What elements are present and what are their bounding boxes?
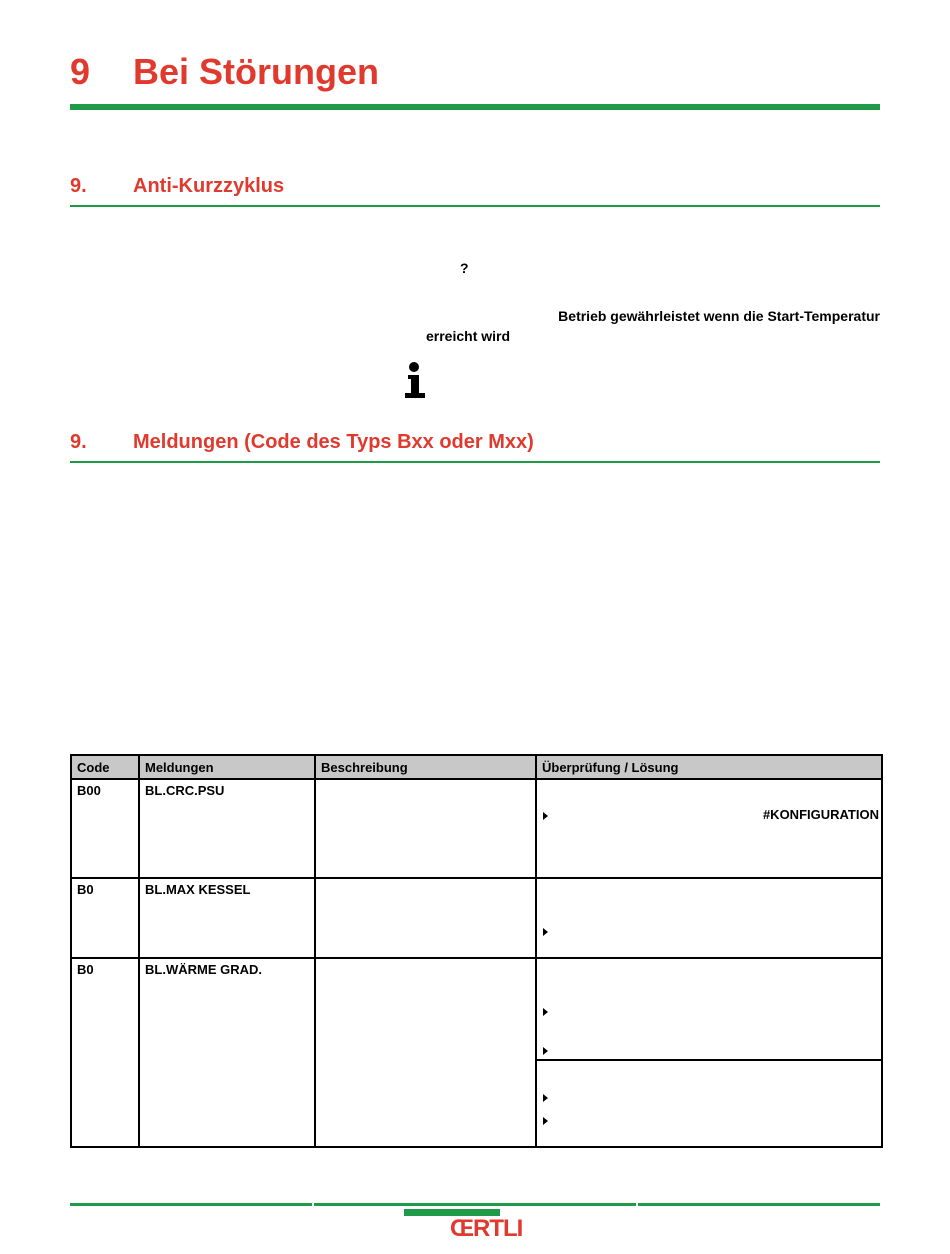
section-rule	[70, 461, 880, 463]
anti-cycle-text-line2: erreicht wird	[426, 328, 511, 344]
section-rule	[70, 205, 880, 207]
header-messages: Meldungen	[139, 755, 315, 779]
header-description: Beschreibung	[315, 755, 536, 779]
chapter-title	[70, 48, 379, 96]
header-check-solution: Überprüfung / Lösung	[536, 755, 882, 779]
footer-rule	[70, 1203, 880, 1206]
table-header-row	[71, 755, 882, 779]
solution-cell	[536, 958, 882, 1147]
question-mark: ?	[460, 260, 469, 276]
bullet-icon	[543, 1094, 548, 1102]
bullet-icon	[543, 928, 548, 936]
section-number: 9.	[70, 175, 87, 197]
bullet-icon	[543, 1117, 548, 1125]
solution-cell	[536, 878, 882, 958]
message-code-table	[70, 754, 883, 1148]
message-cell: BL.CRC.PSU	[139, 779, 315, 878]
section-title-text: Meldungen (Code des Typs Bxx oder Mxx)	[133, 431, 534, 453]
message-cell: BL.WÄRME GRAD.	[139, 958, 315, 1147]
section-title-text: Anti-Kurzzyklus	[133, 175, 285, 197]
configuration-reference: #KONFIGURATION	[762, 807, 879, 822]
message-cell: BL.MAX KESSEL	[139, 878, 315, 958]
chapter-title-text: Bei Störungen	[133, 51, 380, 92]
header-code: Code	[71, 755, 139, 779]
section-number: 9.	[70, 431, 87, 453]
chapter-rule	[70, 104, 880, 110]
description-cell	[315, 779, 536, 878]
solution-cell	[536, 779, 882, 878]
bullet-icon	[543, 1008, 548, 1016]
table-row	[71, 779, 882, 878]
anti-cycle-text-line1: Betrieb gewährleistet wenn die Start-Temperatur	[558, 308, 880, 324]
code-cell: B00	[71, 779, 139, 878]
table-row	[71, 958, 882, 1147]
bullet-icon	[543, 1047, 548, 1055]
chapter-number: 9	[70, 51, 91, 92]
description-cell	[315, 958, 536, 1147]
code-cell: B0	[71, 878, 139, 958]
description-cell	[315, 878, 536, 958]
info-icon	[403, 361, 427, 399]
section-title-meldungen	[70, 429, 534, 455]
bullet-icon	[543, 812, 548, 820]
table-row	[71, 878, 882, 958]
code-cell: B0	[71, 958, 139, 1147]
oertli-logo: ŒRTLI	[450, 1215, 523, 1242]
section-title-anti-kurzzyklus	[70, 173, 284, 199]
cell-divider	[535, 1059, 883, 1061]
